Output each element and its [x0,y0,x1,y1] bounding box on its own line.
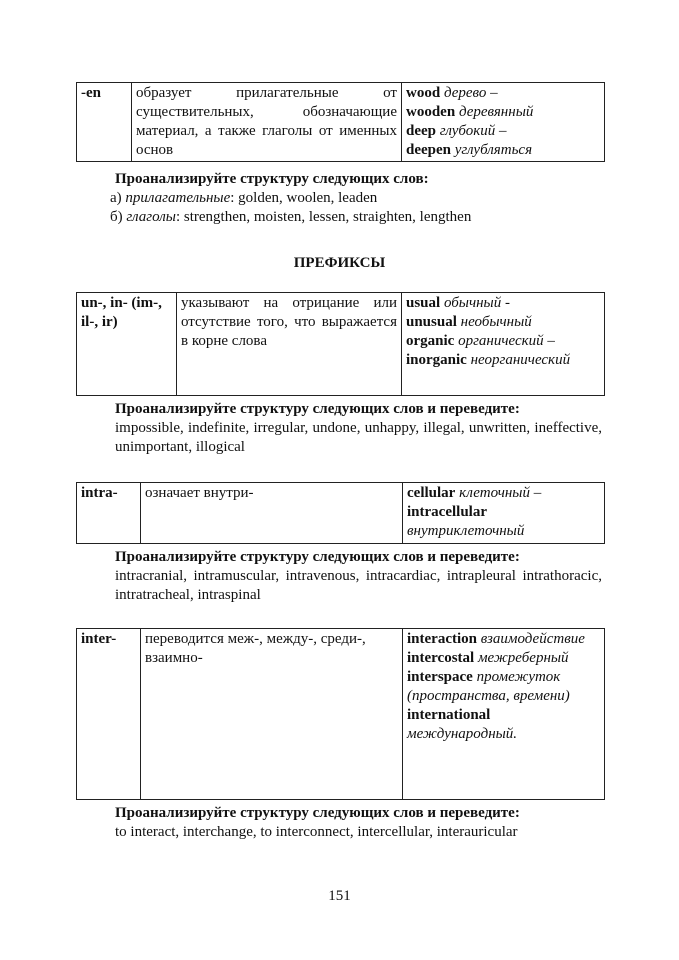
example-word: interaction [407,631,477,647]
description-text: указывают на отрицание или отсутствие того, что выражается в корне слова [181,295,397,349]
example-line [407,503,600,541]
exercise-4 [110,804,602,842]
inter-prefix-table [76,628,605,800]
example-translation: международный. [407,726,518,742]
example-word: deepen [406,142,451,158]
line-label: б) [110,209,123,225]
examples-cell [402,83,605,162]
example-line [406,294,600,313]
description-text: означает внутри- [145,485,254,501]
example-word: inorganic [406,352,467,368]
example-translation: органический – [458,333,555,349]
example-translation: глубокий – [439,123,507,139]
category-label: прилагательные [125,190,231,206]
word-list: to interact, interchange, to interconnect, intercellular, interauricular [115,824,518,840]
description-text: переводится меж-, между-, среди-, взаимно- [145,631,366,666]
examples-cell [403,483,605,544]
example-translation: неорганический [470,352,571,368]
word-list: impossible, indefinite, irregular, undone, unhappy, illegal, unwritten, ineffective, unimportant, illogical [115,420,602,455]
exercise-title: Проанализируйте структуру следующих слов: [115,171,429,187]
exercise-line-a: а) прилагательные: golden, woolen, leaden [110,190,378,206]
example-line [406,141,600,160]
exercise-3 [110,548,602,605]
section-heading: ПРЕФИКСЫ [293,255,386,271]
word-list: intracranial, intramuscular, intravenous, intracardiac, intrapleural intrathoracic, intratracheal, intraspinal [115,568,602,603]
example-line [406,84,600,103]
example-word: intercostal [407,650,475,666]
en-prefix-table [76,82,605,162]
example-translation: межреберный [477,650,569,666]
description-cell [141,629,403,800]
exercise-1 [110,170,610,227]
examples-cell [402,293,605,396]
example-line [407,484,600,503]
example-line [406,351,600,370]
example-word: deep [406,123,436,139]
example-translation: необычный [460,314,532,330]
example-translation: взаимодействие [480,631,585,647]
word-list: golden, woolen, leaden [238,190,378,206]
example-line [406,122,600,141]
example-line [406,313,600,332]
description-cell [141,483,403,544]
example-word: wood [406,85,441,101]
description-cell [132,83,402,162]
example-translation: обычный - [443,295,510,311]
prefix-cell: inter- [77,629,141,800]
example-line [407,668,600,744]
page-number: 151 [328,888,351,904]
example-word: organic [406,333,455,349]
prefix-cell: -en [77,83,132,162]
prefix-cell: un-, in- (im-, il-, ir) [77,293,177,396]
example-word: wooden [406,104,456,120]
intra-prefix-table [76,482,605,544]
example-line [407,649,600,668]
example-translation: дерево – [443,85,498,101]
exercise-title: Проанализируйте структуру следующих слов и переведите: [115,401,520,417]
category-label: глаголы [126,209,176,225]
un-prefix-table [76,292,605,396]
example-word: unusual [406,314,457,330]
examples-cell [403,629,605,800]
example-line [406,332,600,351]
exercise-line-b: б) глаголы: strengthen, moisten, lessen, straighten, lengthen [110,209,472,225]
word-list: strengthen, moisten, lessen, straighten, lengthen [183,209,472,225]
example-word: international [407,707,491,723]
description-text: образует прилагательные от существительных, обозначающие материал, а также глаголы от именных основ [136,85,397,158]
example-line [407,630,600,649]
exercise-2 [110,400,602,457]
exercise-title: Проанализируйте структуру следующих слов и переведите: [115,805,520,821]
example-word: interspace [407,669,473,685]
example-word: intracellular [407,504,487,520]
example-word: cellular [407,485,456,501]
example-translation: деревянный [458,104,534,120]
prefix-cell: intra- [77,483,141,544]
example-translation: промежуток (пространства, времени) [407,669,570,704]
description-cell [177,293,402,396]
example-word: usual [406,295,441,311]
exercise-title: Проанализируйте структуру следующих слов и переведите: [115,549,520,565]
line-label: а) [110,190,122,206]
example-translation: углубляться [454,142,533,158]
example-translation: внутриклеточный [407,523,525,539]
example-line [406,103,600,122]
example-translation: клеточный – [459,485,542,501]
